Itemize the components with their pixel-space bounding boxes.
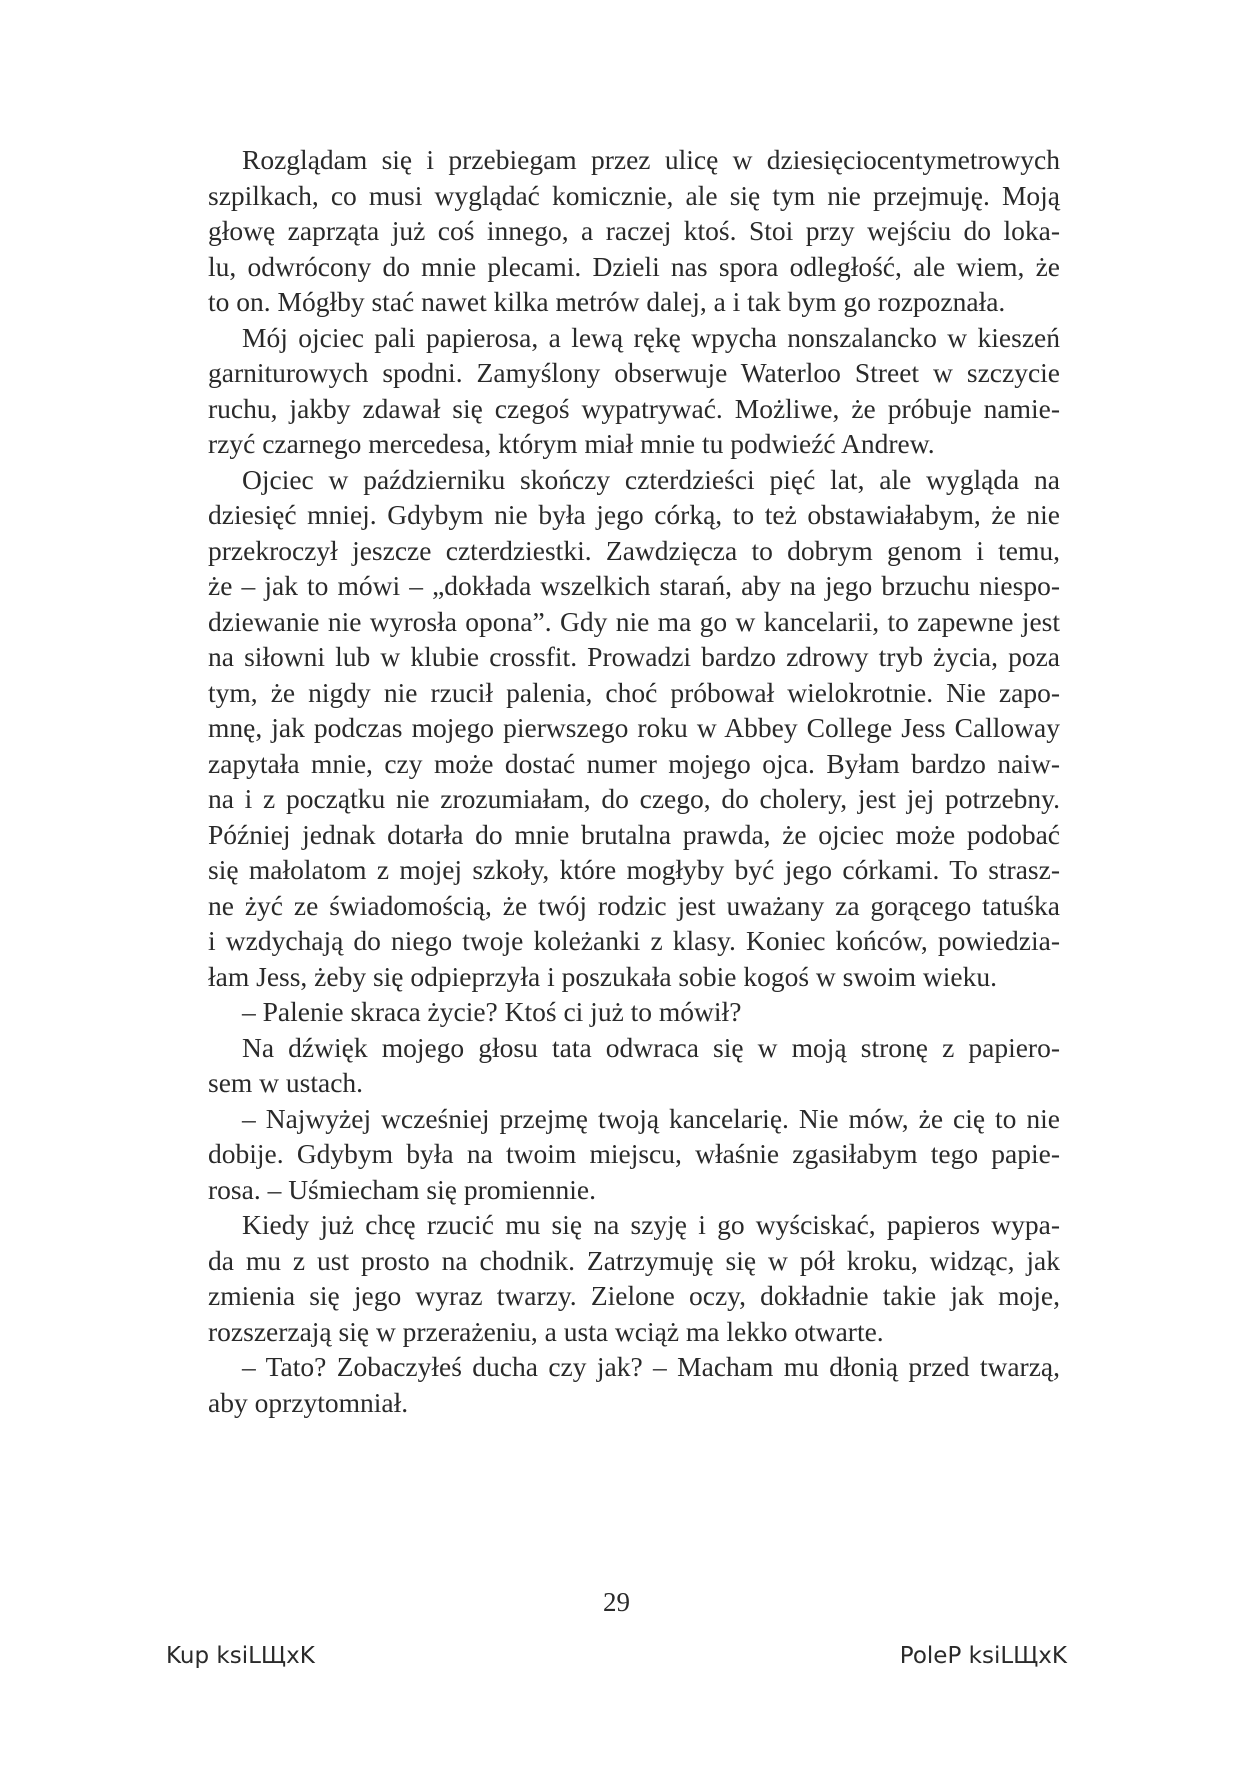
text-line: dziesięć mniej. Gdybym nie była jego córką, to też obstawiałabym, że nie (208, 499, 1060, 530)
text-line: na i z początku nie zrozumiałam, do czego, do cholery, jest jej potrzebny. (208, 783, 1060, 814)
text-line: i wzdychają do niego twoje koleżanki z klasy. Koniec końców, powiedzia- (208, 925, 1060, 956)
text-line: na siłowni lub w klubie crossfit. Prowadzi bardzo zdrowy tryb życia, poza (208, 641, 1060, 672)
text-line: ne żyć ze świadomością, że twój rodzic jest uważany za gorącego tatuśka (208, 889, 1060, 921)
text-line: przekroczył jeszcze czterdziestki. Zawdzięcza to dobrym genom i temu, (208, 534, 1060, 566)
text-line: tym, że nigdy nie rzucił palenia, choć próbował wielokrotnie. Nie zapo- (208, 676, 1060, 708)
text-line: sem w ustach. (208, 1067, 364, 1098)
text-line: Kiedy już chcę rzucić mu się na szyję i go wyściskać, papieros wypa- (242, 1209, 1060, 1240)
text-line: rzyć czarnego mercedesa, którym miał mnie tu podwieźć Andrew. (208, 428, 935, 459)
text-line: łam Jess, żeby się odpieprzyła i poszukała sobie kogoś w swoim wieku. (208, 960, 997, 992)
text-line: Ojciec w październiku skończy czterdzieści pięć lat, ale wygląda na (242, 463, 1060, 495)
text-line: zmienia się jego wyraz twarzy. Zielone oczy, dokładnie takie jak moje, (208, 1280, 1060, 1311)
text-line: – Palenie skraca życie? Ktoś ci już to mówił? (242, 996, 742, 1027)
text-line: rosa. – Uśmiecham się promiennie. (208, 1173, 596, 1205)
text-line: zapytała mnie, czy może dostać numer mojego ojca. Byłam bardzo naiw- (208, 747, 1060, 779)
page-number: 29 (603, 1587, 630, 1617)
text-line: dziewanie nie wyrosła opona”. Gdy nie ma go w kancelarii, to zapewne jest (208, 605, 1060, 637)
text-line: ruchu, jakby zdawał się czegoś wypatrywać. Możliwe, że próbuje namie- (208, 392, 1060, 424)
text-line: garniturowych spodni. Zamyślony obserwuje Waterloo Street w szczycie (208, 357, 1060, 388)
text-line: – Tato? Zobaczyłeś ducha czy jak? – Macham mu dłonią przed twarzą, (242, 1351, 1060, 1382)
text-line: to on. Mógłby stać nawet kilka metrów dalej, a i tak bym go rozpoznała. (208, 286, 1006, 317)
recommend-book-link[interactable]: PoleP ksiLЩxK (899, 1643, 1067, 1669)
text-line: szpilkach, co musi wyglądać komicznie, ale się tym nie przejmuję. Moją (208, 179, 1060, 211)
text-line: się małolatom z mojej szkoły, które mogłyby być jego córkami. To strasz- (208, 854, 1060, 885)
text-line: dobije. Gdybym była na twoim miejscu, właśnie zgasiłabym tego papie- (208, 1138, 1060, 1169)
text-line: rozszerzają się w przerażeniu, a usta wciąż ma lekko otwarte. (208, 1315, 884, 1347)
text-line: Mój ojciec pali papierosa, a lewą rękę wpycha nonszalancko w kieszeń (242, 321, 1060, 353)
text-line: Na dźwięk mojego głosu tata odwraca się w moją stronę z papiero- (242, 1031, 1060, 1063)
text-line: aby oprzytomniał. (208, 1386, 409, 1418)
text-line: – Najwyżej wcześniej przejmę twoją kancelarię. Nie mów, że cię to nie (242, 1102, 1060, 1134)
text-line: Później jednak dotarła do mnie brutalna prawda, że ojciec może podobać (208, 818, 1060, 850)
text-line: da mu z ust prosto na chodnik. Zatrzymuję się w pół kroku, widząc, jak (208, 1244, 1060, 1276)
text-line: Rozglądam się i przebiegam przez ulicę w dziesięciocentymetrowych (242, 144, 1060, 175)
buy-book-link[interactable]: Kup ksiLЩxK (166, 1643, 315, 1669)
text-line: mnę, jak podczas mojego pierwszego roku w Abbey College Jess Calloway (208, 712, 1060, 743)
text-line: że – jak to mówi – „dokłada wszelkich starań, aby na jego brzuchu niespo- (208, 570, 1060, 601)
text-line: głowę zaprząta już coś innego, a raczej ktoś. Stoi przy wejściu do loka- (208, 215, 1060, 246)
text-line: lu, odwrócony do mnie plecami. Dzieli nas spora odległość, ale wiem, że (208, 250, 1060, 282)
